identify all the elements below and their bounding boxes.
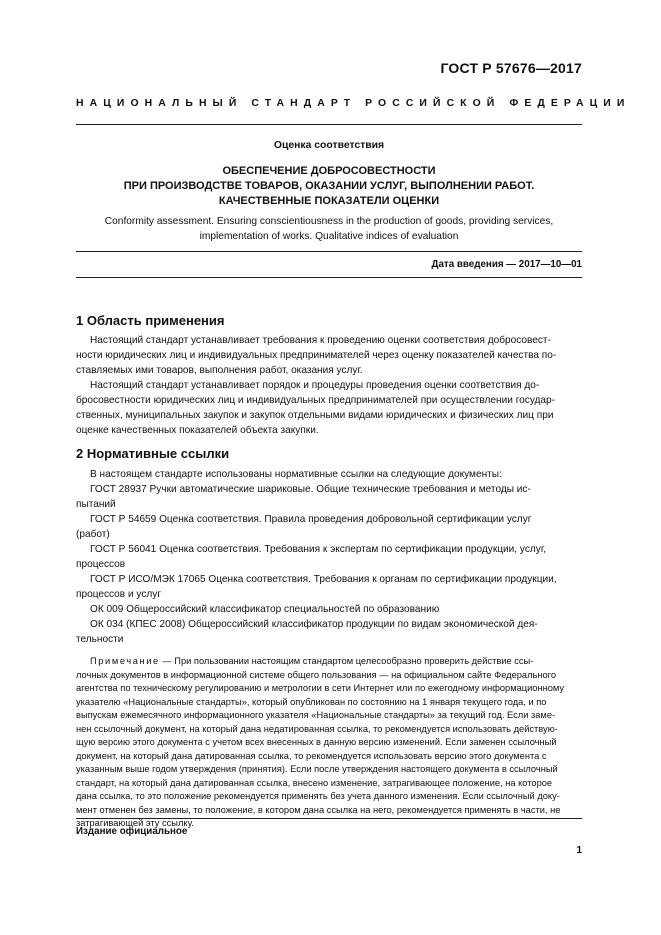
text-line: ставляемых ими товаров, выполнения работ, оказания услуг.	[76, 365, 363, 376]
standard-title-en	[76, 214, 582, 244]
footer-rule	[76, 818, 582, 819]
note-line: мент отменен без замены, то положение, в котором дана ссылка на него, рекомендуется применять в части, не	[76, 804, 561, 815]
text-line: ности юридических лиц и индивидуальных предпринимателей через оценку показателей качества по-	[76, 350, 557, 361]
date-rule	[76, 277, 582, 278]
title-en-line: Conformity assessment. Ensuring conscientiousness in the production of goods, providing services,	[104, 216, 554, 227]
section-heading-references: 2 Нормативные ссылки	[76, 446, 230, 461]
national-standard-banner: НАЦИОНАЛЬНЫЙ СТАНДАРТ РОССИЙСКОЙ ФЕДЕРАЦИИ	[76, 98, 631, 109]
note-line: указателю «Национальные стандарты», который опубликован по состоянию на 1 января текущего года, и по	[76, 696, 547, 707]
note-line: выпускам ежемесячного информационного указателя «Национальные стандарты» за текущий год. Если заме-	[76, 710, 556, 720]
standard-subject: Оценка соответствия	[273, 140, 385, 151]
note-line: щую версию этого документа с учетом всех внесенных в данную версию изменений. Если заменен ссылочный	[76, 737, 557, 747]
title-ru-line: КАЧЕСТВЕННЫЕ ПОКАЗАТЕЛИ ОЦЕНКИ	[218, 195, 440, 207]
reference-item: ОК 034 (КПЕС 2008) Общероссийский классификатор продукции по видам экономической дея-	[90, 619, 538, 630]
reference-item: ГОСТ Р 56041 Оценка соответствия. Требования к экспертам по сертификации продукции, услуг,	[90, 544, 547, 555]
note-line: документ, на который дана датированная ссылка, то рекомендуется использовать версию этого документа с	[76, 750, 547, 761]
reference-item-cont: процессов	[76, 559, 126, 570]
note-line: указанным выше годом утверждения (принятия). Если после утверждения настоящего документа в ссылочный	[76, 764, 558, 774]
note-line: дана ссылка, то это положение рекомендуется применять без учета данного изменения. Если ссылочный доку-	[76, 791, 560, 801]
note-line: лочных документов в информационной системе общего пользования — на официальном сайте Федерального	[76, 669, 557, 680]
reference-item: ГОСТ Р 54659 Оценка соответствия. Правила проведения добровольной сертификации услуг	[90, 514, 532, 525]
note-line: нен ссылочный документ, на который дана недатированная ссылка, то рекомендуется использовать действую-	[76, 723, 558, 734]
title-ru-line: ПРИ ПРОИЗВОДСТВЕ ТОВАРОВ, ОКАЗАНИИ УСЛУГ, ВЫПОЛНЕНИИ РАБОТ.	[123, 180, 535, 192]
title-en-line: implementation of works. Qualitative indices of evaluation	[199, 231, 459, 242]
official-edition-label: Издание официальное	[76, 826, 188, 837]
note-line: агентства по техническому регулированию и метрологии в сети Интернет или по ежегодному информационному	[76, 683, 565, 693]
note-line: стандарт, на который дана датированная ссылка, внесено изменение, затрагивающее положение, на которое	[76, 777, 553, 788]
section-heading-scope: 1 Область применения	[76, 313, 225, 328]
text-line: бросовестности юридических лиц и индивидуальных предпринимателей при осуществлении государ-	[76, 395, 556, 406]
text-line: ственных, муниципальных закупок и закупок отдельными видами юридических и физических лиц при	[76, 410, 554, 421]
title-rule	[76, 251, 582, 252]
standard-title-ru	[76, 164, 582, 209]
title-ru-line: ОБЕСПЕЧЕНИЕ ДОБРОСОВЕСТНОСТИ	[222, 165, 436, 177]
text-line: оценке качественных показателей объекта закупки.	[76, 425, 319, 436]
text-line: В настоящем стандарте использованы нормативные ссылки на следующие документы:	[90, 469, 502, 480]
header-rule	[76, 124, 582, 125]
reference-item: ГОСТ 28937 Ручки автоматические шариковые. Общие технические требования и методы ис-	[90, 484, 531, 495]
note-first-line	[90, 655, 533, 668]
note-label: Примечание	[90, 656, 160, 666]
standard-number: ГОСТ Р 57676—2017	[440, 60, 582, 76]
text-line: Настоящий стандарт устанавливает порядок и процедуры проведения оценки соответствия до-	[90, 380, 540, 391]
text-line: Настоящий стандарт устанавливает требования к проведению оценки соответствия добросовест-	[90, 335, 551, 346]
reference-item-cont: процессов и услуг	[76, 589, 162, 600]
note-line: затрагивающей эту ссылку.	[76, 818, 194, 828]
reference-item-cont: пытаний	[76, 499, 116, 510]
reference-item-cont: (работ)	[76, 529, 110, 540]
page-number: 1	[576, 845, 582, 856]
note-text: — При пользовании настоящим стандартом целесообразно проверить действие ссы-	[162, 656, 534, 666]
reference-item: ГОСТ Р ИСО/МЭК 17065 Оценка соответствия. Требования к органам по сертификации продукции,	[90, 574, 557, 585]
date-introduced: Дата введения — 2017—10—01	[431, 259, 582, 270]
reference-item: ОК 009 Общероссийский классификатор специальностей по образованию	[90, 604, 440, 615]
reference-item-cont: тельности	[76, 634, 124, 645]
